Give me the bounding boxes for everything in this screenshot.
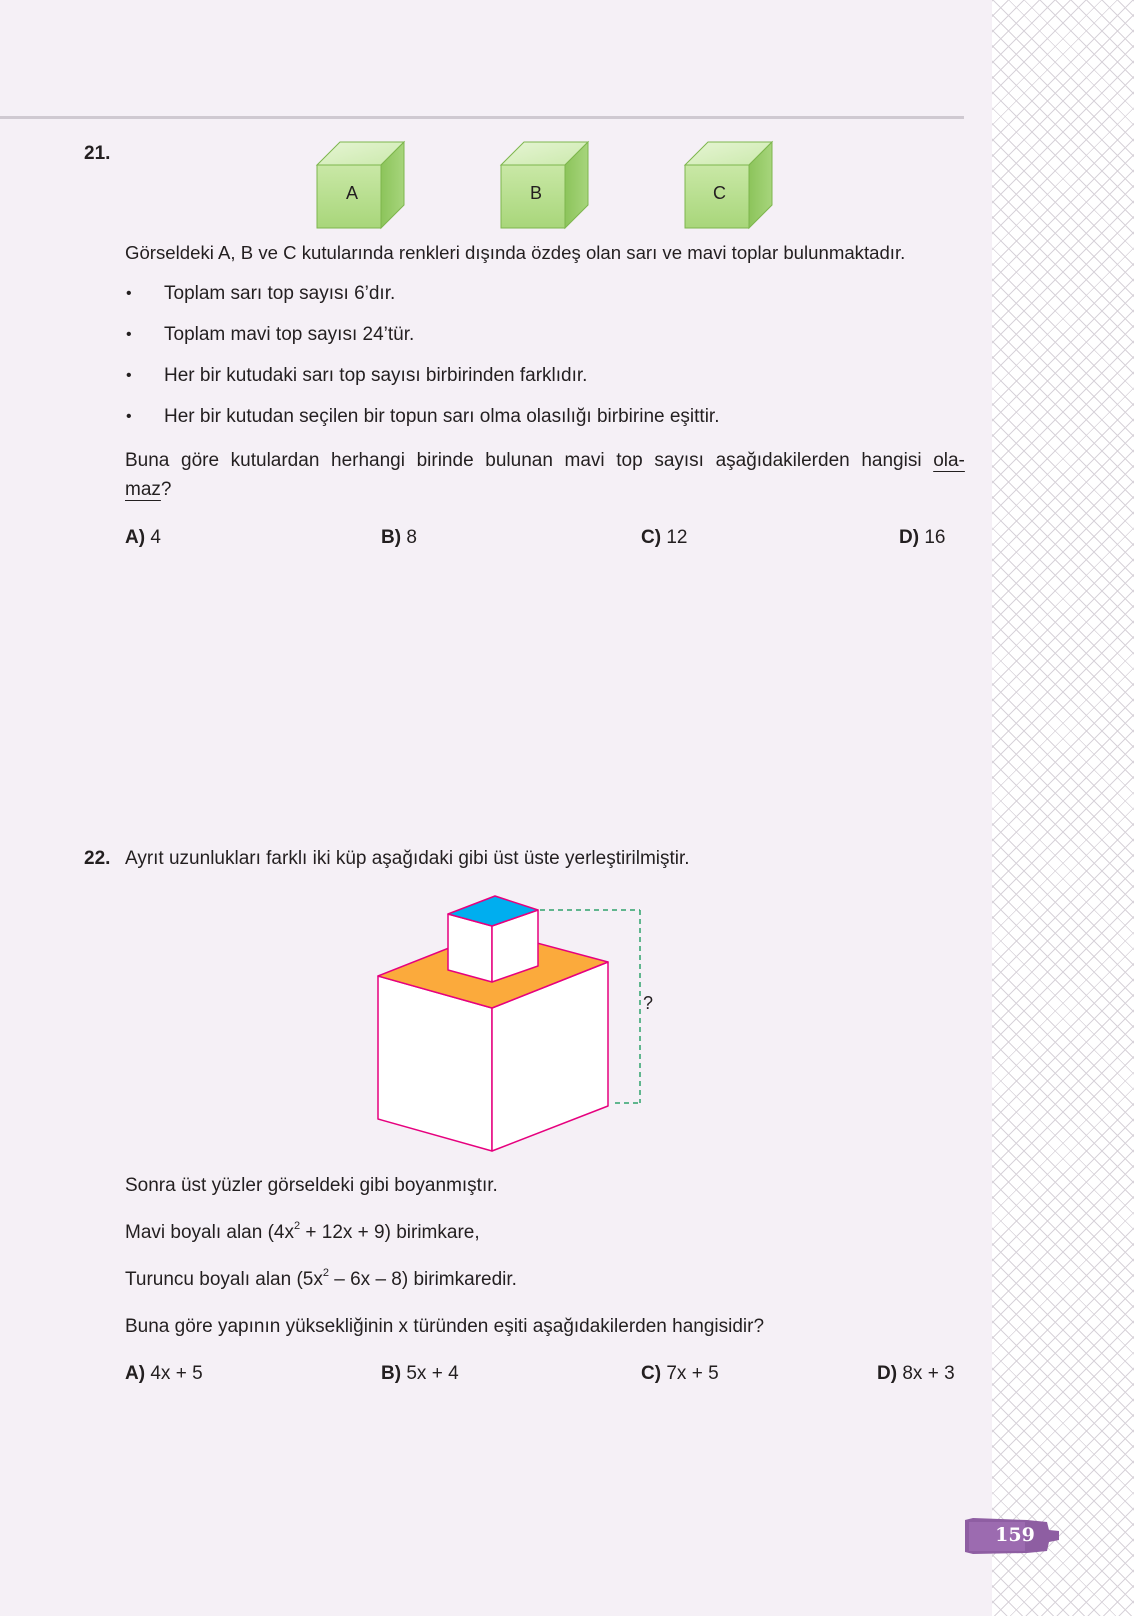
page-number: 159 [995, 1524, 1035, 1546]
option-value: 16 [924, 527, 946, 548]
q21-question-word: göre [181, 450, 220, 471]
q21-question-underlined: ola- [933, 450, 965, 471]
q21-question-line-2 [125, 479, 171, 501]
bullet-dot: • [126, 367, 132, 384]
q22-intro: Ayrıt uzunlukları farklı iki küp aşağıdaki gibi üst üste yerleştirilmiştir. [125, 848, 690, 869]
bullet-dot: • [126, 408, 132, 425]
q21-question-underlined: maz [125, 479, 161, 500]
q21-question-word: bulunan [485, 450, 553, 471]
side-pattern-band [992, 0, 1134, 1616]
q21-question-word: herhangi [331, 450, 405, 471]
small-cube [448, 896, 538, 982]
q22-option-d[interactable] [877, 1363, 955, 1385]
q21-intro: Görseldeki A, B ve C kutularında renkleri dışında özdeş olan sarı ve mavi toplar bulunmaktadır. [125, 242, 906, 263]
q21-option-b[interactable] [381, 527, 417, 549]
q21-question-word: mavi [564, 450, 605, 471]
question-number-22: 22. [84, 848, 111, 869]
box-label-a: A [346, 183, 359, 203]
bullet-dot: • [126, 326, 132, 343]
q21-question-word: birinde [416, 450, 474, 471]
option-letter: C) [641, 527, 662, 548]
option-value: 4 [150, 527, 161, 548]
q21-option-c[interactable] [641, 527, 687, 549]
q22-option-b[interactable] [381, 1363, 459, 1385]
q21-question-word: hangisi [861, 450, 922, 471]
q21-bullet-3: Her bir kutudaki sarı top sayısı birbirinden farklıdır. [164, 365, 588, 386]
option-letter: B) [381, 527, 402, 548]
height-question-label: ? [643, 993, 654, 1013]
blue-area-text: Mavi boyalı alan (4x [125, 1222, 294, 1243]
orange-area-text: – 6x – 8) birimkaredir. [328, 1269, 517, 1290]
option-letter: A) [125, 527, 146, 548]
option-value: 5x + 4 [406, 1363, 459, 1384]
stacked-cubes-figure [370, 890, 660, 1152]
box-a [317, 142, 404, 228]
q21-bullet-2: Toplam mavi top sayısı 24’tür. [164, 324, 415, 345]
q22-line-1: Sonra üst yüzler görseldeki gibi boyanmıştır. [125, 1175, 498, 1196]
q22-option-c[interactable] [641, 1363, 719, 1385]
q22-option-a[interactable] [125, 1363, 203, 1385]
exponent: 2 [322, 1267, 329, 1279]
question-number-21: 21. [84, 143, 111, 164]
option-letter: C) [641, 1363, 662, 1384]
option-letter: D) [877, 1363, 898, 1384]
q21-question-line-1 [125, 450, 965, 472]
q22-orange-area [125, 1269, 517, 1291]
exponent: 2 [293, 1220, 301, 1232]
option-value: 4x + 5 [150, 1363, 203, 1384]
q21-question-word: Buna [125, 450, 170, 471]
q21-option-d[interactable] [899, 527, 945, 549]
q21-question-word: aşağıdakilerden [715, 450, 850, 471]
q21-question-mark: ? [160, 479, 172, 500]
option-value: 12 [666, 527, 688, 548]
q21-option-a[interactable] [125, 527, 161, 549]
q21-bullet-1: Toplam sarı top sayısı 6’dır. [164, 283, 396, 304]
q21-question-word: top [616, 450, 643, 471]
orange-area-text: Turuncu boyalı alan (5x [125, 1269, 323, 1290]
option-letter: D) [899, 527, 920, 548]
option-letter: B) [381, 1363, 402, 1384]
box-c [685, 142, 772, 228]
box-b [501, 142, 588, 228]
box-label-b: B [530, 183, 543, 203]
bullet-dot: • [126, 285, 132, 302]
option-value: 8 [406, 527, 417, 548]
q21-question-word: sayısı [654, 450, 704, 471]
q21-question-word: kutulardan [230, 450, 320, 471]
q21-bullet-4: Her bir kutudan seçilen bir topun sarı olma olasılığı birbirine eşittir. [164, 406, 720, 427]
q22-blue-area [125, 1222, 480, 1244]
option-value: 8x + 3 [902, 1363, 955, 1384]
q22-question: Buna göre yapının yüksekliğinin x türünden eşiti aşağıdakilerden hangisidir? [125, 1316, 765, 1337]
box-label-c: C [713, 183, 726, 203]
top-divider [0, 116, 964, 119]
option-value: 7x + 5 [666, 1363, 719, 1384]
option-letter: A) [125, 1363, 146, 1384]
blue-area-text: + 12x + 9) birimkare, [300, 1222, 480, 1243]
